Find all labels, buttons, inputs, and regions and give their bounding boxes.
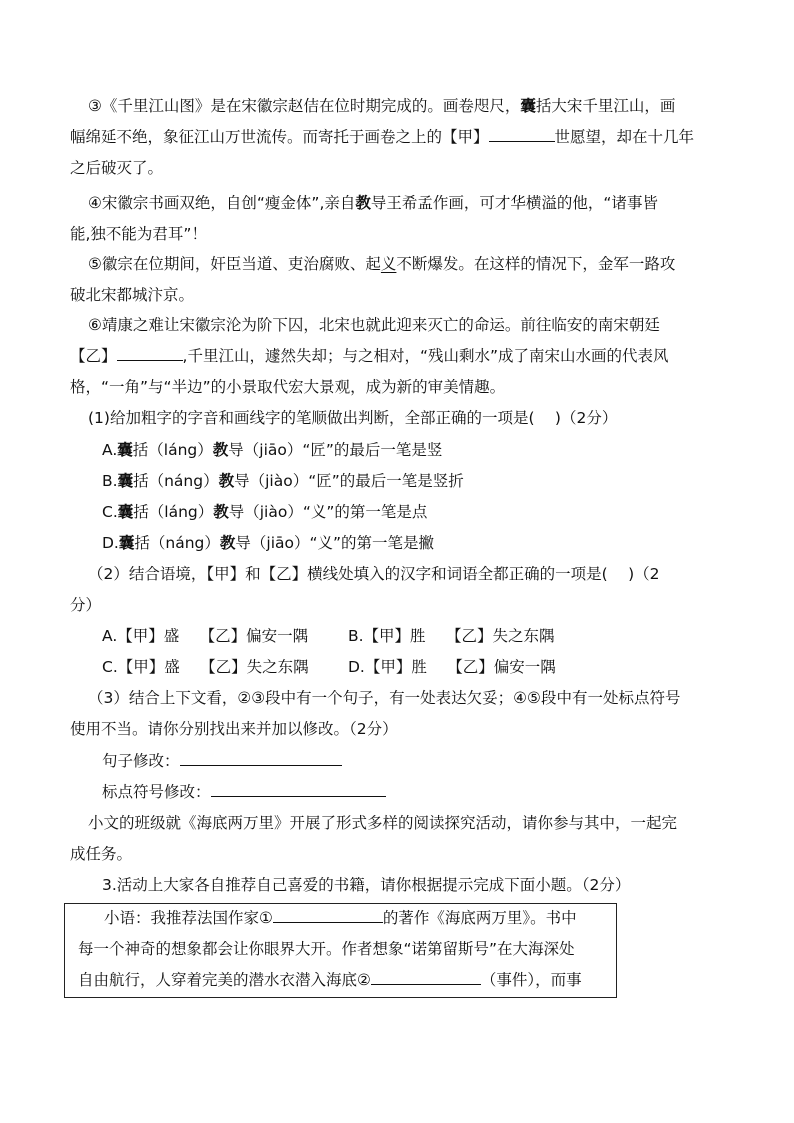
blank-yi[interactable] <box>117 346 183 361</box>
text: B. <box>102 472 118 490</box>
para-3-line-2 <box>70 127 694 147</box>
q1-option-c[interactable] <box>102 502 427 522</box>
text: （事件），而事 <box>480 971 582 989</box>
text: ④宋徽宗书画双绝，自创“瘦金体”,亲自 <box>88 194 356 212</box>
box-line-3 <box>78 970 582 990</box>
para-3-line-3: 之后破灭了。 <box>70 159 164 177</box>
bold-char: 囊 <box>118 534 135 552</box>
para-4-line-1 <box>88 193 658 213</box>
punct-revision-row <box>102 782 386 802</box>
underlined-char-yi: 义 <box>380 255 397 273</box>
text: 小语：我推荐法国作家① <box>104 909 273 927</box>
blank-jia[interactable] <box>489 127 555 142</box>
q2-option-b[interactable]: B.【甲】胜 【乙】失之东隅 <box>348 627 555 645</box>
text: ,千里江山，遽然失却；与之相对，“残山剩水”成了南宋山水画的代表风 <box>182 347 669 365</box>
text: 不断爆发。在这样的情况下，金军一路攻 <box>396 255 676 273</box>
para-4-line-2: 能,独不能为君耳”！ <box>70 225 207 243</box>
para-5-line-2: 破北宋都城汴京。 <box>70 286 195 304</box>
text: 括（náng） <box>134 534 220 552</box>
sentence-revision-label: 句子修改： <box>102 752 180 770</box>
para-6-line-1: ⑥靖康之难让宋徽宗沦为阶下囚，北宋也就此迎来灭亡的命运。前往临安的南宋朝廷 <box>88 316 660 334</box>
text: 括（láng） <box>133 503 214 521</box>
text: 导（jiào）“匠”的最后一笔是竖折 <box>234 472 464 490</box>
q2-option-c[interactable]: C.【甲】盛 【乙】失之东隅 <box>102 658 309 676</box>
box-line-1 <box>104 908 577 928</box>
bold-char: 囊 <box>117 503 134 521</box>
bold-char: 教 <box>219 534 236 552</box>
text: 导（jiào）“义”的第一笔是点 <box>228 503 428 521</box>
bold-char: 囊 <box>117 441 133 459</box>
text: 导王希孟作画，可才华横溢的他，“诸事皆 <box>370 194 658 212</box>
q1-option-a[interactable] <box>102 440 442 460</box>
bold-char: 教 <box>212 441 229 459</box>
text: D. <box>102 534 119 552</box>
bold-char: 教 <box>218 472 235 490</box>
sentence-revision-row <box>102 751 342 771</box>
bold-char: 教 <box>213 503 229 521</box>
punct-revision-blank[interactable] <box>211 782 386 797</box>
intro-line-1: 小文的班级就《海底两万里》开展了形式多样的阅读探究活动，请你参与其中，一起完 <box>88 814 678 832</box>
q2-stem-line-2: 分） <box>70 596 102 614</box>
q1-option-b[interactable] <box>102 471 464 491</box>
text: ⑤徽宗在位期间，奸臣当道、吏治腐败、起 <box>88 255 381 273</box>
text: 【乙】 <box>70 347 117 365</box>
task-3-heading: 3.活动上大家各自推荐自己喜爱的书籍，请你根据提示完成下面小题。（2分） <box>102 876 631 894</box>
punct-revision-label: 标点符号修改： <box>102 783 211 801</box>
sentence-revision-blank[interactable] <box>180 751 342 766</box>
q2-option-d[interactable]: D.【甲】胜 【乙】偏安一隅 <box>348 658 556 676</box>
q1-stem: (1)给加粗字的字音和画线字的笔顺做出判断，全部正确的一项是( )（2分） <box>88 409 618 427</box>
text: 括（láng） <box>132 441 213 459</box>
q2-option-a[interactable]: A.【甲】盛 【乙】偏安一隅 <box>102 627 309 645</box>
q1-option-d[interactable] <box>102 533 434 553</box>
q3-stem-line-2: 使用不当。请你分别找出来并加以修改。（2分） <box>70 720 398 738</box>
bold-char-jiao: 教 <box>355 194 371 212</box>
text: 导（jiāo）“匠”的最后一笔是竖 <box>228 441 443 459</box>
para-6-line-3: 格，“一角”与“半边”的小景取代宏大景观，成为新的审美情趣。 <box>70 378 506 396</box>
q3-stem-line-1: （3）结合上下文看，②③段中有一个句子，有一处表达欠妥；④⑤段中有一处标点符号 <box>88 689 681 707</box>
text: C. <box>102 503 118 521</box>
text: 的著作《海底两万里》。书中 <box>382 909 577 927</box>
text: 括（náng） <box>133 472 219 490</box>
blank-event[interactable] <box>371 970 481 985</box>
q2-stem-line-1: （2）结合语境，【甲】和【乙】横线处填入的汉字和词语全都正确的一项是( )（2 <box>88 565 660 583</box>
intro-line-2: 成任务。 <box>70 845 133 863</box>
bold-char-nang: 囊 <box>520 97 536 115</box>
text: 括大宋千里江山，画 <box>535 97 676 115</box>
text: 幅绵延不绝，象征江山万世流传。而寄托于画卷之上的【甲】 <box>70 128 489 146</box>
para-5-line-1 <box>88 254 675 274</box>
text: 导（jiāo）“义”的第一笔是撇 <box>235 534 435 552</box>
bold-char: 囊 <box>117 472 134 490</box>
text: ③《千里江山图》是在宋徽宗赵佶在位时期完成的。画卷咫尺， <box>88 97 521 115</box>
box-line-2: 每一个神奇的想象都会让你眼界大开。作者想象“诺第留斯号”在大海深处 <box>78 940 575 958</box>
para-6-line-2 <box>70 346 669 366</box>
blank-author[interactable] <box>273 908 383 923</box>
text: 自由航行，人穿着完美的潜水衣潜入海底② <box>78 971 371 989</box>
text: 世愿望，却在十几年 <box>554 128 695 146</box>
para-3-line-1 <box>88 96 675 116</box>
text: A. <box>102 441 118 459</box>
